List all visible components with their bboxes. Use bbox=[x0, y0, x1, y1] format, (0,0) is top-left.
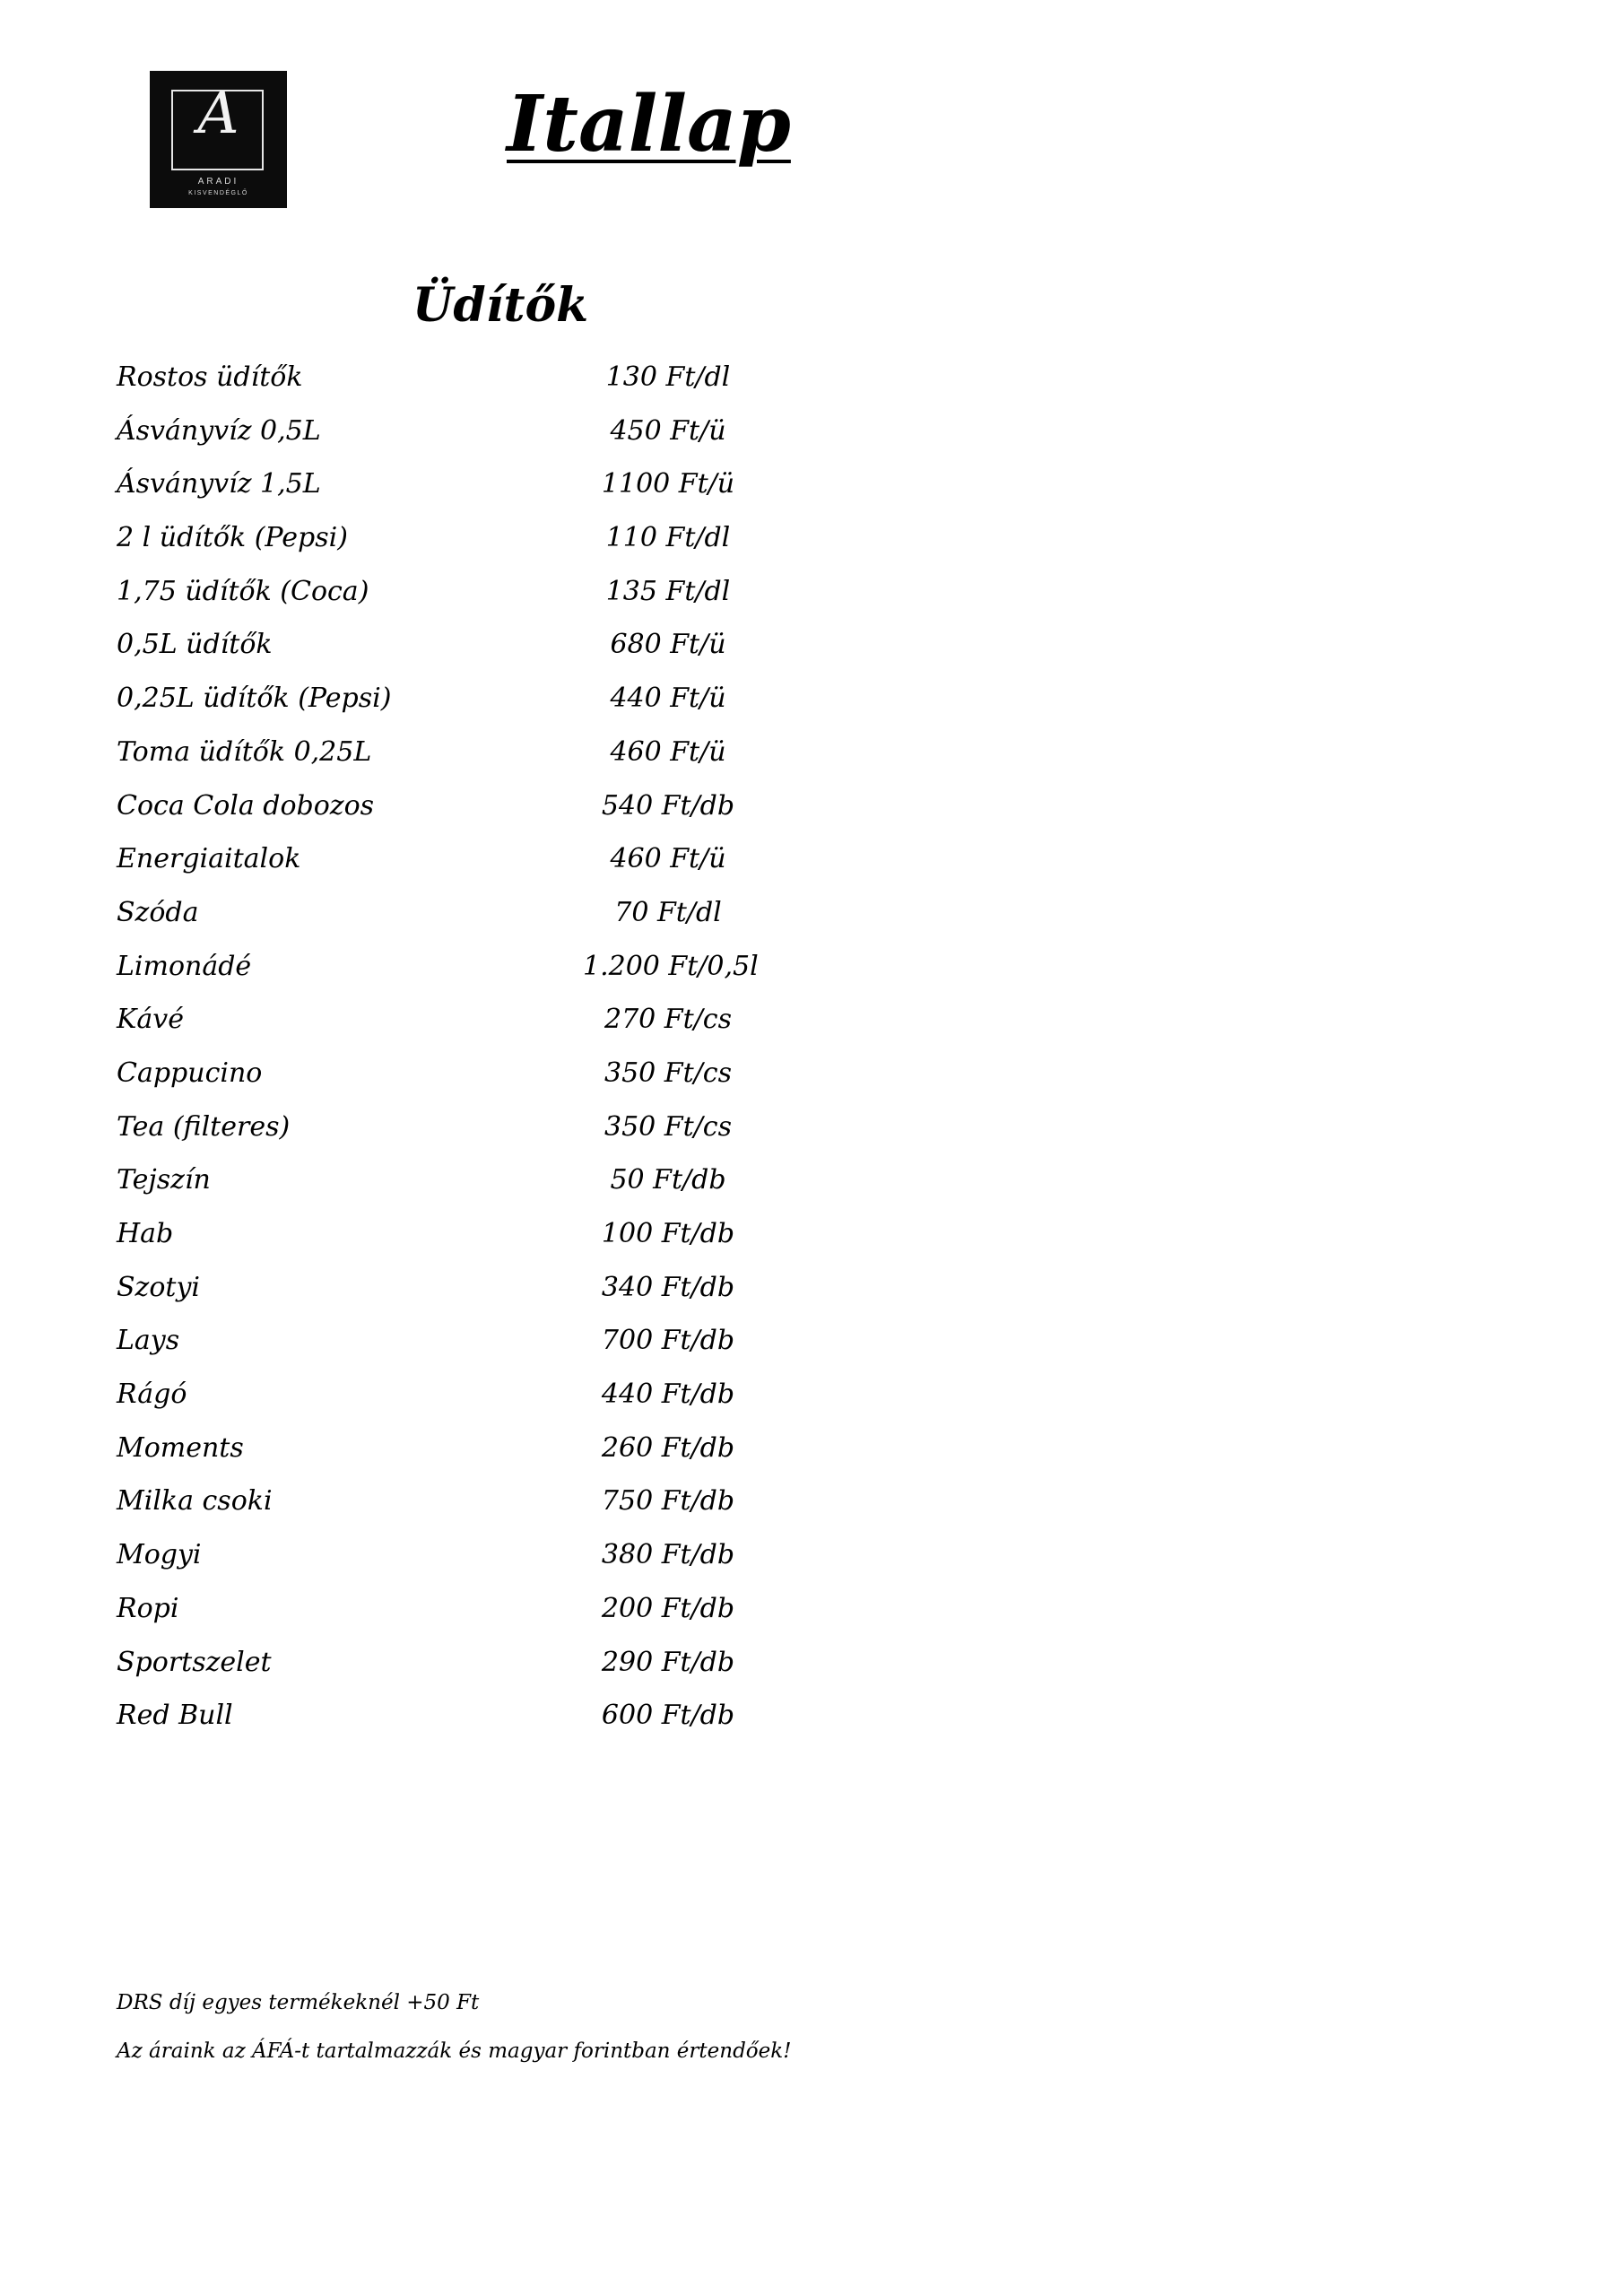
logo-letter: A bbox=[197, 81, 239, 147]
menu-item bbox=[117, 1001, 762, 1055]
menu-list bbox=[117, 359, 762, 1751]
item-price: 700 Ft/db bbox=[601, 1325, 735, 1357]
item-price: 600 Ft/db bbox=[601, 1700, 735, 1732]
item-price: 290 Ft/db bbox=[601, 1646, 735, 1678]
item-name: Coca Cola dobozos bbox=[117, 789, 375, 822]
item-price: 100 Ft/db bbox=[601, 1218, 735, 1249]
item-name: 1,75 üdítők (Coca) bbox=[117, 575, 369, 607]
drs-fee-note: DRS díj egyes termékeknél +50 Ft bbox=[117, 1991, 480, 2014]
menu-item bbox=[117, 1697, 762, 1751]
item-price: 460 Ft/ü bbox=[610, 735, 726, 768]
menu-item bbox=[117, 1161, 762, 1215]
item-price: 70 Ft/dl bbox=[614, 896, 722, 928]
menu-item bbox=[117, 465, 762, 519]
vat-note: Az áraink az ÁFÁ-t tartalmazzák és magyar forintban értendőek! bbox=[117, 2039, 792, 2063]
menu-item bbox=[117, 680, 762, 734]
item-name: Rostos üdítők bbox=[117, 361, 303, 393]
page-title: Itallap bbox=[507, 79, 791, 170]
menu-item bbox=[117, 1215, 762, 1269]
menu-item bbox=[117, 359, 762, 413]
item-name: 0,5L üdítők bbox=[117, 629, 273, 661]
menu-item bbox=[117, 413, 762, 466]
item-name: Milka csoki bbox=[117, 1485, 273, 1518]
item-price: 460 Ft/ü bbox=[610, 843, 726, 875]
item-price: 135 Ft/dl bbox=[605, 575, 731, 607]
menu-item bbox=[117, 1322, 762, 1376]
item-price: 1.200 Ft/0,5l bbox=[583, 950, 759, 982]
restaurant-logo bbox=[150, 71, 287, 208]
item-price: 440 Ft/db bbox=[601, 1378, 735, 1411]
item-price: 200 Ft/db bbox=[601, 1592, 735, 1624]
menu-item bbox=[117, 948, 762, 1002]
item-price: 680 Ft/ü bbox=[610, 629, 726, 661]
item-price: 350 Ft/cs bbox=[604, 1057, 732, 1089]
menu-item bbox=[117, 1376, 762, 1430]
item-name: Toma üdítők 0,25L bbox=[117, 735, 372, 768]
menu-item bbox=[117, 894, 762, 948]
item-name: Rágó bbox=[117, 1378, 187, 1411]
menu-item bbox=[117, 1109, 762, 1162]
item-price: 260 Ft/db bbox=[601, 1431, 735, 1464]
item-name: Tea (filteres) bbox=[117, 1110, 291, 1143]
item-price: 1100 Ft/ü bbox=[601, 468, 735, 500]
item-name: Tejszín bbox=[117, 1164, 211, 1196]
menu-item bbox=[117, 1430, 762, 1483]
item-name: Lays bbox=[117, 1325, 180, 1357]
item-name: Cappucino bbox=[117, 1057, 263, 1089]
item-name: Moments bbox=[117, 1431, 244, 1464]
item-name: Sportszelet bbox=[117, 1646, 272, 1678]
menu-item bbox=[117, 840, 762, 894]
item-name: Ásványvíz 0,5L bbox=[117, 414, 321, 447]
menu-item bbox=[117, 787, 762, 841]
menu-item bbox=[117, 1536, 762, 1590]
menu-item bbox=[117, 734, 762, 787]
item-name: Hab bbox=[117, 1218, 174, 1249]
item-name: Mogyi bbox=[117, 1539, 202, 1571]
item-price: 350 Ft/cs bbox=[604, 1110, 732, 1143]
item-price: 270 Ft/cs bbox=[604, 1004, 732, 1036]
menu-item bbox=[117, 1644, 762, 1698]
item-price: 450 Ft/ü bbox=[610, 414, 726, 447]
logo-brand: ARADI bbox=[197, 177, 239, 187]
menu-item bbox=[117, 1483, 762, 1536]
menu-item bbox=[117, 519, 762, 573]
section-title: Üdítők bbox=[413, 278, 589, 333]
item-name: Ropi bbox=[117, 1592, 179, 1624]
menu-item bbox=[117, 1590, 762, 1644]
item-name: Szotyi bbox=[117, 1271, 201, 1303]
menu-item bbox=[117, 1055, 762, 1109]
item-name: Energiaitalok bbox=[117, 843, 301, 875]
item-name: 2 l üdítők (Pepsi) bbox=[117, 522, 348, 554]
item-price: 130 Ft/dl bbox=[605, 361, 731, 393]
menu-item bbox=[117, 626, 762, 680]
item-price: 50 Ft/db bbox=[610, 1164, 726, 1196]
item-price: 540 Ft/db bbox=[601, 789, 735, 822]
item-name: Ásványvíz 1,5L bbox=[117, 468, 321, 500]
item-price: 110 Ft/dl bbox=[605, 522, 731, 554]
item-name: 0,25L üdítők (Pepsi) bbox=[117, 683, 392, 715]
item-price: 340 Ft/db bbox=[601, 1271, 735, 1303]
item-price: 380 Ft/db bbox=[601, 1539, 735, 1571]
item-name: Szóda bbox=[117, 896, 199, 928]
menu-item bbox=[117, 1269, 762, 1323]
item-price: 440 Ft/ü bbox=[610, 683, 726, 715]
item-name: Limonádé bbox=[117, 950, 252, 982]
logo-subtitle: KISVENDÉGLŐ bbox=[188, 190, 248, 196]
item-name: Red Bull bbox=[117, 1700, 233, 1732]
menu-item bbox=[117, 573, 762, 627]
item-price: 750 Ft/db bbox=[601, 1485, 735, 1518]
item-name: Kávé bbox=[117, 1004, 184, 1036]
